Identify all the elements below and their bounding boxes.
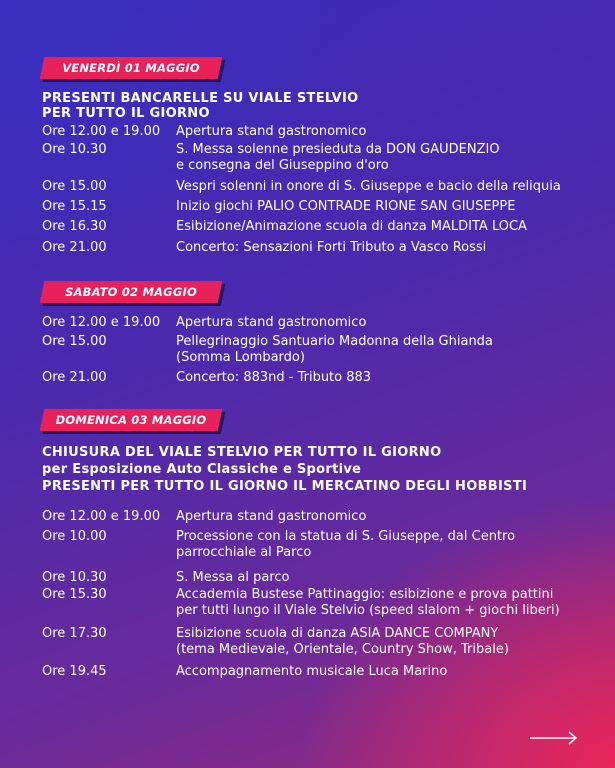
event-time: Ore 12.00 e 19.00 [42,509,161,524]
event-desc: Concerto: 883nd - Tributo 883 [176,370,372,385]
event-time: Ore 16.30 [42,219,107,234]
event-desc: Esibizione/Animazione scuola di danza MALDITA LOCA [176,219,527,234]
event-time: Ore 17.30 [42,626,107,641]
event-desc: Apertura stand gastronomico [176,124,367,139]
event-time: Ore 15.00 [42,334,107,349]
event-desc: Apertura stand gastronomico [176,509,367,524]
event-time: Ore 10.30 [42,142,107,157]
event-time: Ore 15.00 [42,179,107,194]
event-desc: Pellegrinaggio Santuario Madonna della Ghianda (Somma Lombardo) [176,334,493,365]
event-time: Ore 19.45 [42,664,107,679]
event-time: Ore 15.15 [42,199,107,214]
day1-heading-1: PRESENTI BANCARELLE SU VIALE STELVIO [42,91,359,106]
event-desc: Accompagnamento musicale Luca Marino [176,664,448,679]
event-desc: Concerto: Sensazioni Forti Tributo a Vasco Rossi [176,240,487,255]
day3-heading-3: PRESENTI PER TUTTO IL GIORNO IL MERCATINO DEGLI HOBBISTI [42,479,528,494]
event-time: Ore 15.30 [42,587,107,602]
day3-heading-1: CHIUSURA DEL VIALE STELVIO PER TUTTO IL GIORNO [42,445,442,460]
event-desc: Accademia Bustese Pattinaggio: esibizione e prova pattini per tutti lungo il Viale Stelvio (speed slalom + giochi liberi) [176,587,560,618]
event-desc: Esibizione scuola di danza ASIA DANCE COMPANY (tema Medievale, Orientale, Country Show, Tribale) [176,626,509,657]
event-time: Ore 21.00 [42,240,107,255]
event-desc: S. Messa al parco [176,570,290,585]
day3-heading-2: per Esposizione Auto Classiche e Sportive [42,462,362,477]
event-time: Ore 10.30 [42,570,107,585]
event-time: Ore 12.00 e 19.00 [42,315,161,330]
day-label-domenica: DOMENICA 03 MAGGIO [42,409,220,431]
day-label-sabato: SABATO 02 MAGGIO [42,281,220,303]
event-desc: S. Messa solenne presieduta da DON GAUDENZIO e consegna del Giuseppino d'oro [176,142,500,173]
day1-heading-2: PER TUTTO IL GIORNO [42,106,210,121]
event-time: Ore 12.00 e 19.00 [42,124,161,139]
event-desc: Vespri solenni in onore di S. Giuseppe e bacio della reliquia [176,179,561,194]
event-desc: Inizio giochi PALIO CONTRADE RIONE SAN GIUSEPPE [176,199,516,214]
event-time: Ore 10.00 [42,529,107,544]
arrow-right-icon[interactable] [530,730,578,744]
event-time: Ore 21.00 [42,370,107,385]
day-label-venerdi: VENERDÌ 01 MAGGIO [42,57,220,79]
event-desc: Processione con la statua di S. Giuseppe, dal Centro parrocchiale al Parco [176,529,516,560]
event-desc: Apertura stand gastronomico [176,315,367,330]
